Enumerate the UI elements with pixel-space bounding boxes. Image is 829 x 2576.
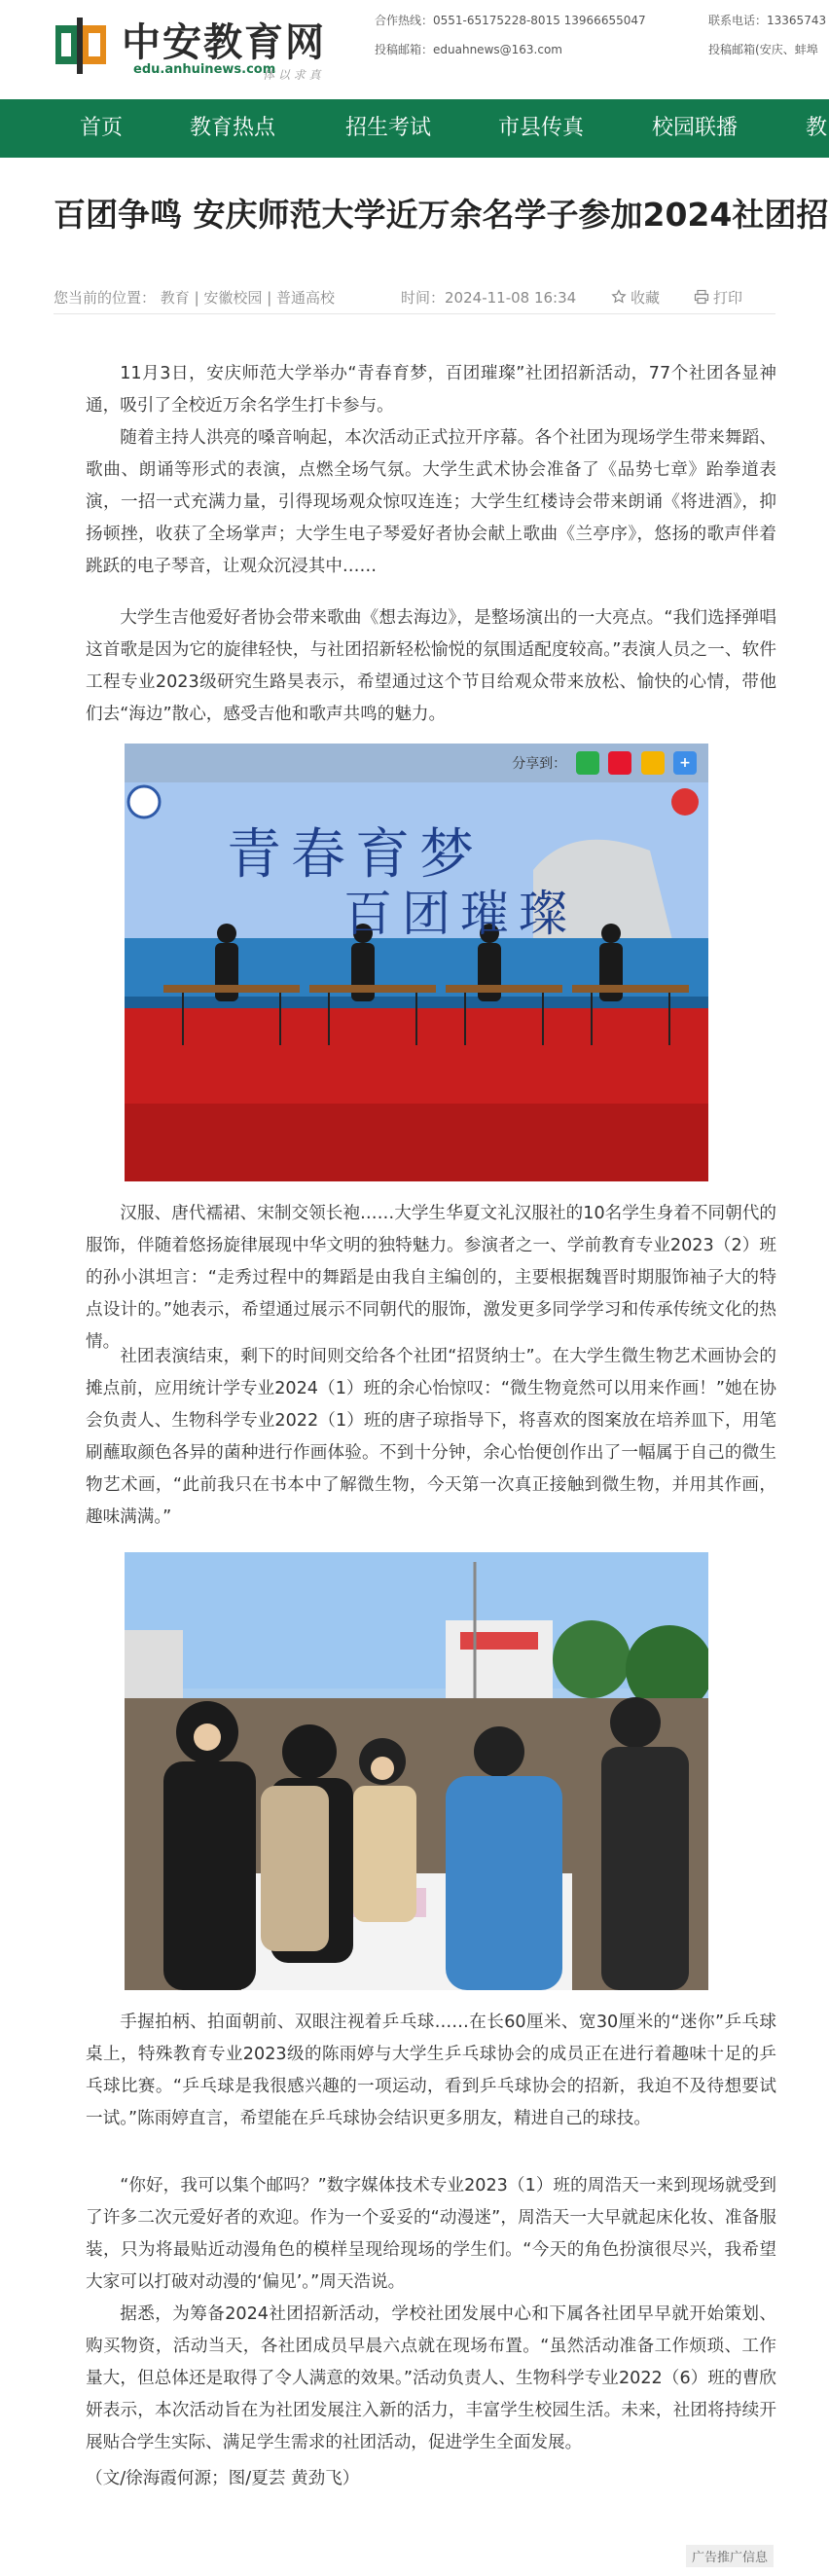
logo-url: edu.anhuinews.com [133,62,276,77]
print-label: 打印 [713,289,743,307]
breadcrumb-separator: | [189,289,204,307]
regional-email [708,41,818,57]
logo-signature: 体 以 求 真 [263,68,321,82]
photo-credit: （文/徐海霞何源；图/夏芸 黄劲飞） [86,2469,360,2488]
star-icon [611,289,627,305]
regional-email-value: 安庆、蚌埠 [759,43,818,56]
stage-banner-line1: 青春育梦 [227,823,484,887]
nav-item-education[interactable]: 教 [806,116,828,140]
article-photo-booth [125,1552,708,1990]
logo-mark-icon [54,16,110,76]
weibo-share-icon[interactable] [608,751,631,775]
site-header [0,0,829,99]
breadcrumb-separator: | [262,289,277,307]
article-photo-stage [125,744,708,1181]
print-button[interactable] [694,287,742,308]
meta-divider [54,313,775,314]
share-label: 分享到： [512,756,567,772]
article-paragraph: 社团表演结束，剩下的时间则交给各个社团“招贤纳士”。在大学生微生物艺术画协会的摊点前，应用统计学专业2024（1）班的余心怡惊叹：“微生物竟然可以用来作画！”她在协会负责人、生物科学专业2022（1）班的唐子琼指导下，将喜欢的图案放在培养皿下，用笔刷蘸取颜色各异的菌种进行作画体验。不到十分钟，余心怡便创作出了一幅属于自己的微生物艺术画，“此前我只在书本中了解微生物，今天第一次真正接触到微生物，并用其作画，趣味满满。” [86,1347,776,1527]
nav-item-campus[interactable]: 校园联播 [652,116,739,140]
submission-email-label: 投稿邮箱： [375,43,434,56]
article-paragraph: 据悉，为筹备2024社团招新活动，学校社团发展中心和下属各社团早早就开始策划、购买物资，活动当天，各社团成员早晨六点就在现场布置。“虽然活动准备工作烦琐、工作量大，但总体还是取得了令人满意的效果。”活动负责人、生物科学专业2022（6）班的曹欣妍表示，本次活动旨在为社团发展注入新的活力，丰富学生校园生活。未来，社团将持续开展贴合学生实际、满足学生需求的社团活动，促进学生全面发展。 [86,2304,776,2452]
submission-email-value[interactable]: eduahnews@163.com [433,43,562,56]
regional-email-label: 投稿邮箱( [708,43,760,56]
article-paragraph: 汉服、唐代襦裙、宋制交领长袍……大学生华夏文礼汉服社的10名学生身着不同朝代的服饰，伴随着悠扬旋律展现中华文明的独特魅力。参演者之一、学前教育专业2023（2）班的孙小淇坦言：“走秀过程中的舞蹈是由我自主编创的，主要根据魏晋时期服饰袖子大的特点设计的。”她表示，希望通过展示不同朝代的服饰，激发更多同学学习和传承传统文化的热情。 [86,1204,776,1352]
submission-email [375,41,562,57]
cooperation-hotline [375,12,646,28]
article-paragraph: 11月3日，安庆师范大学举办“青春育梦，百团璀璨”社团招新活动，77个社团各显神通，吸引了全校近万余名学生打卡参与。 [86,364,776,416]
location-label: 您当前的位置： [54,289,157,307]
logo-name: 中安教育网 [122,19,326,65]
more-share-icon[interactable]: + [673,751,697,775]
article-paragraph: 大学生吉他爱好者协会带来歌曲《想去海边》，是整场演出的一大亮点。“我们选择弹唱这首歌是因为它的旋律轻快，与社团招新轻松愉悦的氛围适配度较高。”表演人员之一、软件工程专业2023级研究生路昊表示，希望通过这个节目给观众带来放松、愉快的心情，带他们去“海边”散心，感受吉他和歌声共鸣的魅力。 [86,608,776,724]
favorite-label: 收藏 [631,289,661,307]
cooperation-hotline-label: 合作热线： [375,14,434,27]
article-paragraph: 手握拍柄、拍面朝前、双眼注视着乒乓球……在长60厘米、宽30厘米的“迷你”乒乓球桌上，特殊教育专业2023级的陈雨婷与大学生乒乓球协会的成员正在进行着趣味十足的乒乓球比赛。“乒乓球是我很感兴趣的一项运动，看到乒乓球协会的招新，我迫不及待想要试一试。”陈雨婷直言，希望能在乒乓球协会结识更多朋友，精进自己的球技。 [86,2013,776,2128]
printer-icon [694,289,709,305]
contact-phone-value: 13365743 [767,14,827,27]
contact-phone-label: 联系电话： [708,14,768,27]
nav-item-counties[interactable]: 市县传真 [498,116,585,140]
stage-banner-line2: 百团璀璨 [343,886,577,942]
wechat-share-icon[interactable] [576,751,599,775]
contact-phone [708,12,826,28]
stage-photo-illustration [125,744,708,1181]
publish-time [401,287,576,308]
breadcrumb [54,287,335,308]
breadcrumb-item-anhui-campus[interactable]: 安徽校园 [203,289,263,307]
breadcrumb-item-universities[interactable]: 普通高校 [276,289,336,307]
time-value: 2024-11-08 16:34 [445,289,577,307]
article-title: 百团争鸣 安庆师范大学近万余名学子参加2024社团招 [54,196,829,234]
article-paragraph: 随着主持人洪亮的嗓音响起，本次活动正式拉开序幕。各个社团为现场学生带来舞蹈、歌曲、朗诵等形式的表演，点燃全场气氛。大学生武术协会准备了《品势七章》跆拳道表演，一招一式充满力量，引得现场观众惊叹连连；大学生红楼诗会带来朗诵《将进酒》，抑扬顿挫，收获了全场掌声；大学生电子琴爱好者协会献上歌曲《兰亭序》，悠扬的歌声伴着跳跃的电子琴音，让观众沉浸其中…… [86,428,776,576]
ad-recommendation-link[interactable]: 广告推广信息 [686,2545,774,2567]
share-bar [512,751,697,777]
breadcrumb-item-education[interactable]: 教育 [160,289,190,307]
article-paragraph: “你好，我可以集个邮吗？”数字媒体技术专业2023（1）班的周浩天一来到现场就受到了许多二次元爱好者的欢迎。作为一个妥妥的“动漫迷”，周浩天一大早就起床化妆、准备服装，只为将最贴近动漫角色的模样呈现给现场的学生们。“今天的角色扮演很尽兴，我希望大家可以打破对动漫的‘偏见’。”周天浩说。 [86,2176,776,2292]
nav-item-admission[interactable]: 招生考试 [345,116,432,140]
favorite-button[interactable] [611,287,660,308]
nav-item-hotspots[interactable]: 教育热点 [190,116,276,140]
nav-item-home[interactable]: 首页 [80,116,124,140]
booth-photo-illustration [125,1552,708,1990]
time-label: 时间： [401,289,446,307]
qzone-share-icon[interactable] [641,751,665,775]
cooperation-hotline-value: 0551-65175228-8015 13966655047 [433,14,646,27]
main-nav [0,99,829,158]
site-logo[interactable] [54,12,326,82]
